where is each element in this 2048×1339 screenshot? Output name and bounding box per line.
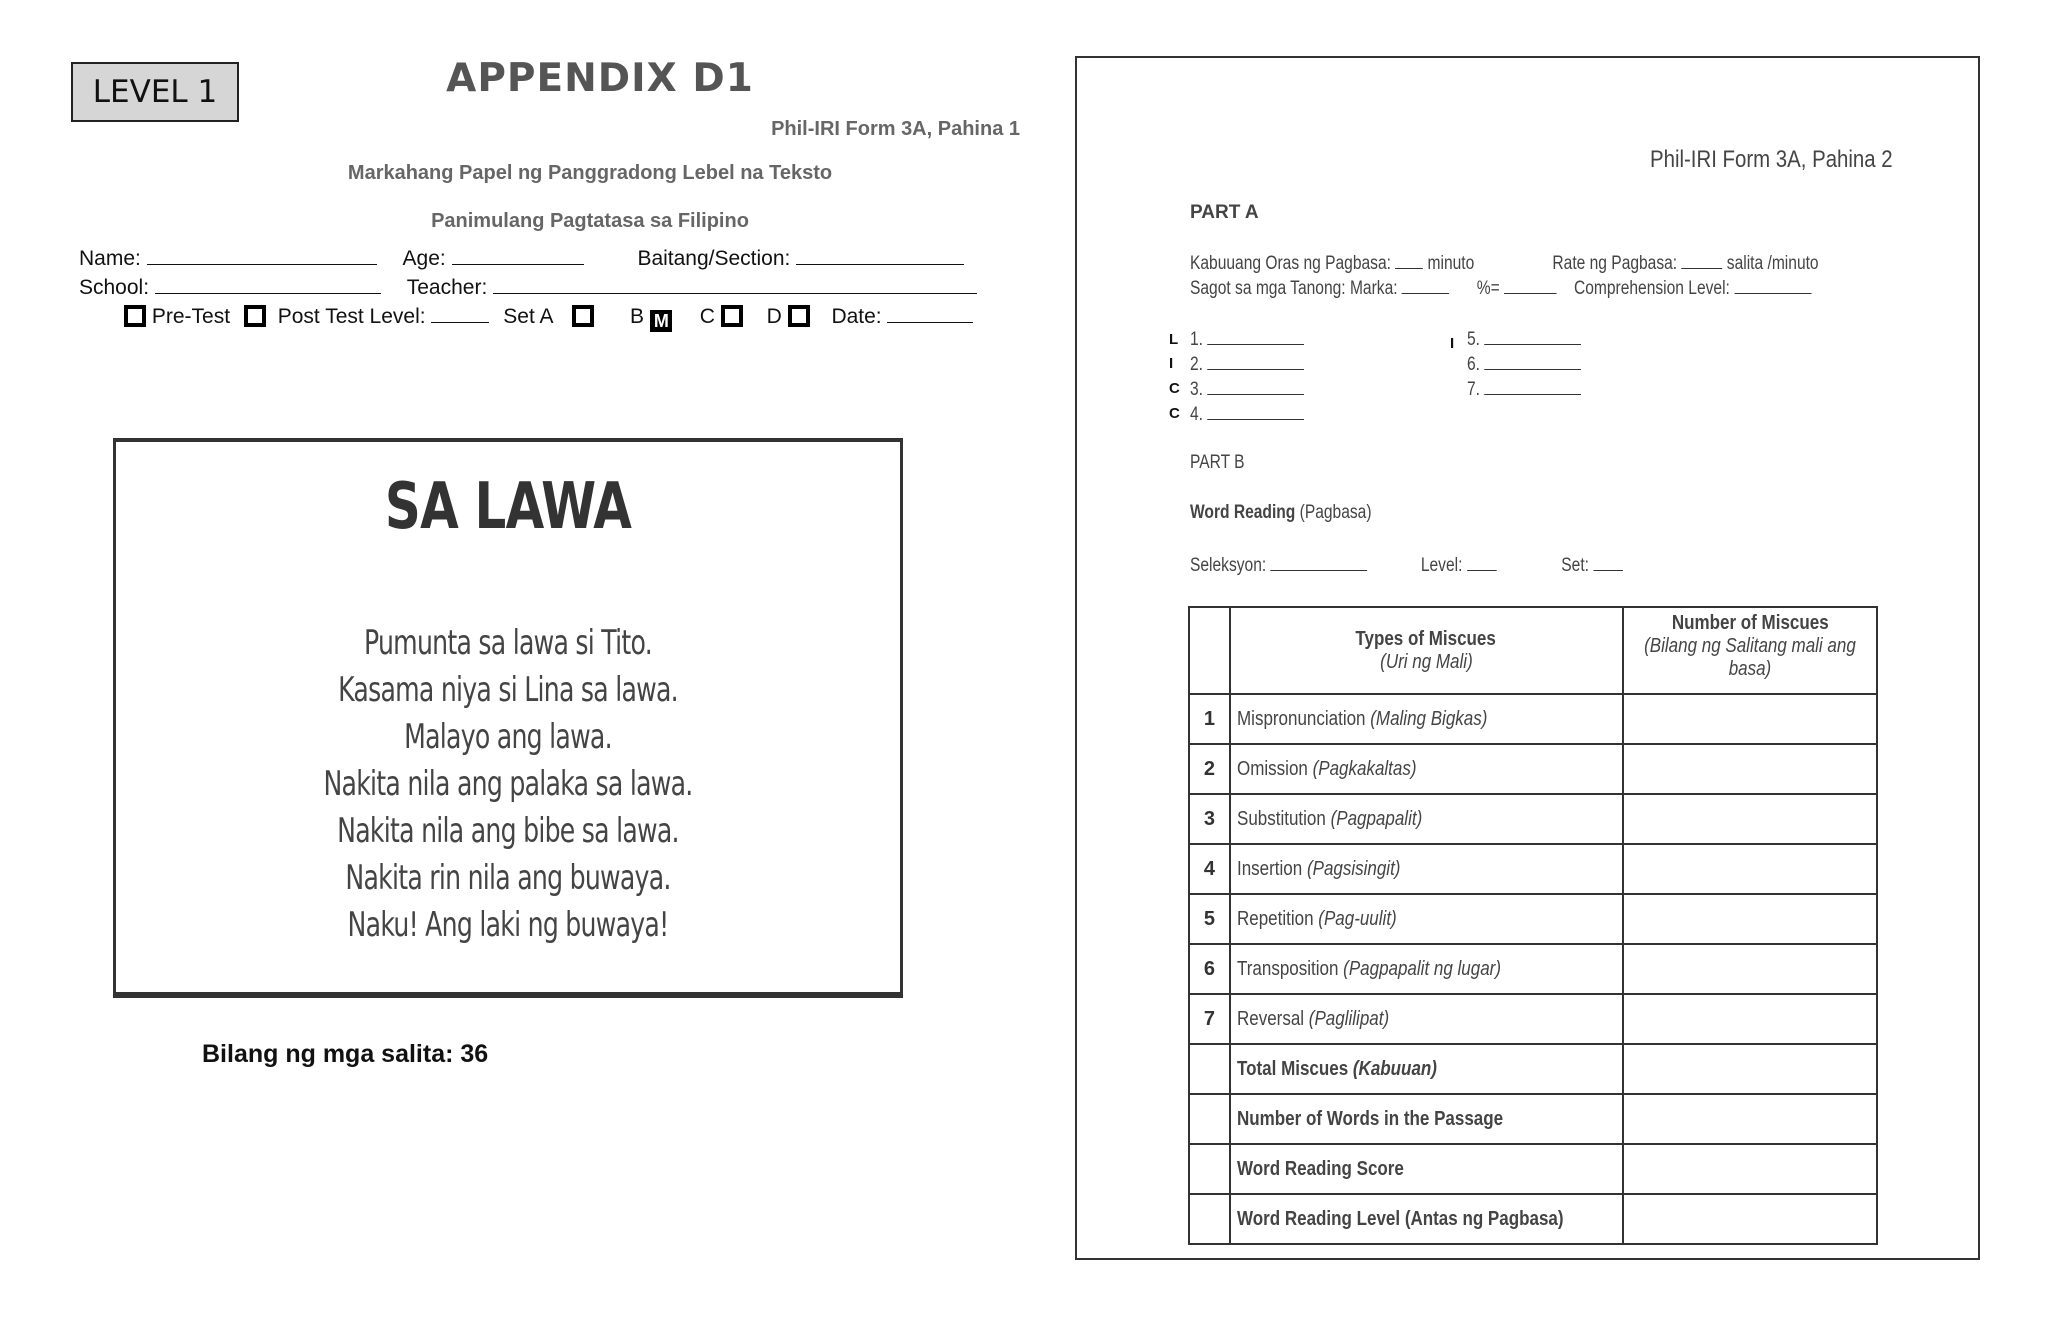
miscue-count-cell[interactable] xyxy=(1623,944,1877,994)
kabuuang-oras-label: Kabuuang Oras ng Pagbasa: xyxy=(1190,253,1391,274)
answer-row xyxy=(1467,328,1581,351)
story-line: Malayo ang lawa. xyxy=(404,717,612,757)
miscue-count-cell[interactable] xyxy=(1623,694,1877,744)
miscue-en: Reversal xyxy=(1236,1007,1305,1030)
row-num: 2 xyxy=(1189,744,1230,794)
row-num: 3 xyxy=(1189,794,1230,844)
answer-num: 7. xyxy=(1467,379,1481,400)
word-reading-score-label: Word Reading Score xyxy=(1236,1157,1404,1180)
set-b-label: B xyxy=(630,305,645,328)
row-type xyxy=(1230,794,1623,844)
school-label: School: xyxy=(79,276,150,299)
miscue-en: Transposition xyxy=(1236,957,1339,980)
date-label: Date: xyxy=(831,305,882,328)
age-field[interactable] xyxy=(452,246,584,265)
header-types: Types of Miscues xyxy=(1355,627,1497,650)
teacher-field[interactable] xyxy=(493,275,977,294)
story-line: Pumunta sa lawa si Tito. xyxy=(363,623,653,663)
rate-field[interactable] xyxy=(1681,252,1722,269)
header-number: Number of Miscues xyxy=(1671,612,1829,634)
answer-num: 3. xyxy=(1190,379,1204,400)
school-field[interactable] xyxy=(155,275,381,294)
answer-num: 1. xyxy=(1190,329,1204,350)
miscue-fil: (Pagkakaltas) xyxy=(1312,757,1417,780)
miscue-count-cell[interactable] xyxy=(1623,744,1877,794)
miscue-count-cell[interactable] xyxy=(1623,844,1877,894)
total-paren: (Kabuuan) xyxy=(1352,1057,1437,1080)
story-title: SA LAWA xyxy=(384,470,632,544)
posttest-checkbox[interactable] xyxy=(244,305,266,327)
answer-row xyxy=(1467,378,1581,401)
section-label: Baitang/Section: xyxy=(637,247,791,270)
word-reading-score-cell xyxy=(1230,1144,1623,1194)
answer-field[interactable] xyxy=(1207,378,1304,395)
words-in-passage-value[interactable] xyxy=(1623,1094,1877,1144)
word-reading-level-label: Word Reading Level (Antas ng Pagbasa) xyxy=(1236,1207,1564,1230)
miscue-fil: (Maling Bigkas) xyxy=(1370,707,1488,730)
table-row xyxy=(1189,794,1877,844)
form-page-label-2: Phil-IRI Form 3A, Pahina 2 xyxy=(1650,146,1893,173)
total-label: Total Miscues xyxy=(1236,1057,1349,1080)
licc-letter: L xyxy=(1169,331,1179,348)
answer-field[interactable] xyxy=(1207,403,1304,420)
reading-time-row xyxy=(1190,252,1819,275)
row-type xyxy=(1230,844,1623,894)
i-mark: I xyxy=(1450,335,1455,352)
words-in-passage-label: Number of Words in the Passage xyxy=(1236,1107,1504,1130)
form-page-label: Phil-IRI Form 3A, Pahina 1 xyxy=(771,118,1020,140)
row-type xyxy=(1230,894,1623,944)
level-field-2[interactable] xyxy=(1467,554,1497,571)
table-row xyxy=(1189,944,1877,994)
table-row xyxy=(1189,1094,1877,1144)
header-number-sub: (Bilang ng Salitang mali ang basa) xyxy=(1644,635,1856,680)
table-row xyxy=(1189,1144,1877,1194)
student-info-row-1 xyxy=(79,246,964,271)
table-row xyxy=(1189,844,1877,894)
answer-num: 4. xyxy=(1190,404,1204,425)
score-row xyxy=(1190,277,1811,300)
set-d-checkbox[interactable] xyxy=(788,305,810,327)
form-subtitle-2: Panimulang Pagtatasa sa Filipino xyxy=(431,210,749,232)
seleksyon-label: Seleksyon: xyxy=(1190,555,1267,576)
set-a-checkbox[interactable] xyxy=(572,305,594,327)
row-num: 7 xyxy=(1189,994,1230,1044)
rate-unit: salita /minuto xyxy=(1726,253,1819,274)
comprehension-field[interactable] xyxy=(1734,277,1811,294)
teacher-label: Teacher: xyxy=(406,276,488,299)
word-reading-heading xyxy=(1190,502,1372,524)
table-row xyxy=(1189,1044,1877,1094)
row-num: 6 xyxy=(1189,944,1230,994)
answer-row xyxy=(1190,328,1304,351)
answer-field[interactable] xyxy=(1484,353,1581,370)
miscue-en: Mispronunciation xyxy=(1236,707,1366,730)
answer-row xyxy=(1467,353,1581,376)
word-reading-paren: (Pagbasa) xyxy=(1299,502,1372,523)
table-row xyxy=(1189,694,1877,744)
set-c-label: C xyxy=(699,305,715,328)
rate-label: Rate ng Pagbasa: xyxy=(1552,253,1678,274)
miscue-count-cell[interactable] xyxy=(1623,794,1877,844)
total-miscues-cell xyxy=(1230,1044,1623,1094)
table-row xyxy=(1189,994,1877,1044)
table-row xyxy=(1189,1194,1877,1244)
set-d-label: D xyxy=(766,305,782,328)
level-label-box: LEVEL 1 xyxy=(71,62,239,122)
miscue-fil: (Paglilipat) xyxy=(1308,1007,1390,1030)
answer-field[interactable] xyxy=(1484,328,1581,345)
answer-num: 2. xyxy=(1190,354,1204,375)
word-reading-score-value[interactable] xyxy=(1623,1144,1877,1194)
total-count-cell[interactable] xyxy=(1623,1044,1877,1094)
level-field[interactable] xyxy=(431,304,489,323)
answer-field[interactable] xyxy=(1207,328,1304,345)
miscue-fil: (Pag-uulit) xyxy=(1318,907,1397,930)
table-header-row xyxy=(1189,607,1877,694)
set-label: Set: xyxy=(1561,555,1590,576)
licc-letter: C xyxy=(1169,380,1180,397)
header-number-cell xyxy=(1623,607,1877,694)
answer-num: 6. xyxy=(1467,354,1481,375)
header-types-sub: (Uri ng Mali) xyxy=(1379,650,1473,673)
row-num xyxy=(1189,1094,1230,1144)
level-label: Level: xyxy=(1420,555,1463,576)
licc-letter: C xyxy=(1169,405,1180,422)
word-reading-level-value[interactable] xyxy=(1623,1194,1877,1244)
pretest-checkbox[interactable] xyxy=(124,305,146,327)
miscue-en: Insertion xyxy=(1236,857,1303,880)
set-a-label: Set A xyxy=(503,305,553,328)
row-num xyxy=(1189,1144,1230,1194)
miscue-count-cell[interactable] xyxy=(1623,994,1877,1044)
miscue-fil: (Pagpapalit) xyxy=(1330,807,1423,830)
name-field[interactable] xyxy=(147,246,377,265)
miscue-fil: (Pagpapalit ng lugar) xyxy=(1343,957,1501,980)
pretest-label: Pre-Test xyxy=(151,305,231,328)
header-num-cell xyxy=(1189,607,1230,694)
marka-field[interactable] xyxy=(1402,277,1450,294)
appendix-title: APPENDIX D1 xyxy=(446,56,754,101)
miscue-en: Substitution xyxy=(1236,807,1326,830)
words-in-passage-cell xyxy=(1230,1094,1623,1144)
section-field[interactable] xyxy=(796,246,964,265)
part-a-heading: PART A xyxy=(1190,202,1259,223)
row-type xyxy=(1230,944,1623,994)
story-line: Nakita nila ang bibe sa lawa. xyxy=(337,811,679,851)
story-line: Nakita rin nila ang buwaya. xyxy=(345,858,671,898)
table-row xyxy=(1189,744,1877,794)
test-options-row xyxy=(124,304,973,332)
row-type xyxy=(1230,744,1623,794)
seleksyon-field[interactable] xyxy=(1271,554,1368,571)
story-line: Nakita nila ang palaka sa lawa. xyxy=(323,764,693,804)
answer-num: 5. xyxy=(1467,329,1481,350)
date-field[interactable] xyxy=(887,304,973,323)
story-line: Naku! Ang laki ng buwaya! xyxy=(347,905,669,945)
answer-row xyxy=(1190,403,1304,426)
sagot-label: Sagot sa mga Tanong: Marka: xyxy=(1190,278,1398,299)
part-b-heading: PART B xyxy=(1190,452,1245,473)
miscue-fil: (Pagsisingit) xyxy=(1306,857,1401,880)
answer-field[interactable] xyxy=(1207,353,1304,370)
row-num: 5 xyxy=(1189,894,1230,944)
reading-time-field[interactable] xyxy=(1395,252,1423,269)
miscue-en: Omission xyxy=(1236,757,1308,780)
set-c-checkbox[interactable] xyxy=(721,305,743,327)
form-subtitle: Markahang Papel ng Panggradong Lebel na Teksto xyxy=(347,162,833,184)
licc-letter: I xyxy=(1169,355,1174,372)
row-type xyxy=(1230,694,1623,744)
percent-field[interactable] xyxy=(1504,277,1556,294)
row-type xyxy=(1230,994,1623,1044)
row-num xyxy=(1189,1194,1230,1244)
answer-row xyxy=(1190,353,1304,376)
age-label: Age: xyxy=(402,247,446,270)
selection-row xyxy=(1190,554,1623,577)
student-info-row-2 xyxy=(79,275,977,300)
miscues-table xyxy=(1188,606,1878,1245)
minuto-label: minuto xyxy=(1427,253,1475,274)
word-reading-bold: Word Reading xyxy=(1190,502,1296,523)
row-num xyxy=(1189,1044,1230,1094)
percent-label: %= xyxy=(1476,278,1500,299)
row-num: 4 xyxy=(1189,844,1230,894)
answer-row xyxy=(1190,378,1304,401)
row-num: 1 xyxy=(1189,694,1230,744)
name-label: Name: xyxy=(79,247,141,270)
story-line: Kasama niya si Lina sa lawa. xyxy=(338,670,678,710)
comprehension-label: Comprehension Level: xyxy=(1573,278,1730,299)
set-field[interactable] xyxy=(1593,554,1623,571)
miscue-en: Repetition xyxy=(1236,907,1314,930)
header-types-cell xyxy=(1230,607,1623,694)
word-count-label: Bilang ng mga salita: 36 xyxy=(202,1040,489,1068)
set-b-checkbox[interactable]: M xyxy=(650,310,672,332)
answer-field[interactable] xyxy=(1484,378,1581,395)
word-reading-level-cell xyxy=(1230,1194,1623,1244)
table-row xyxy=(1189,894,1877,944)
posttest-label: Post Test Level: xyxy=(277,305,426,328)
miscue-count-cell[interactable] xyxy=(1623,894,1877,944)
